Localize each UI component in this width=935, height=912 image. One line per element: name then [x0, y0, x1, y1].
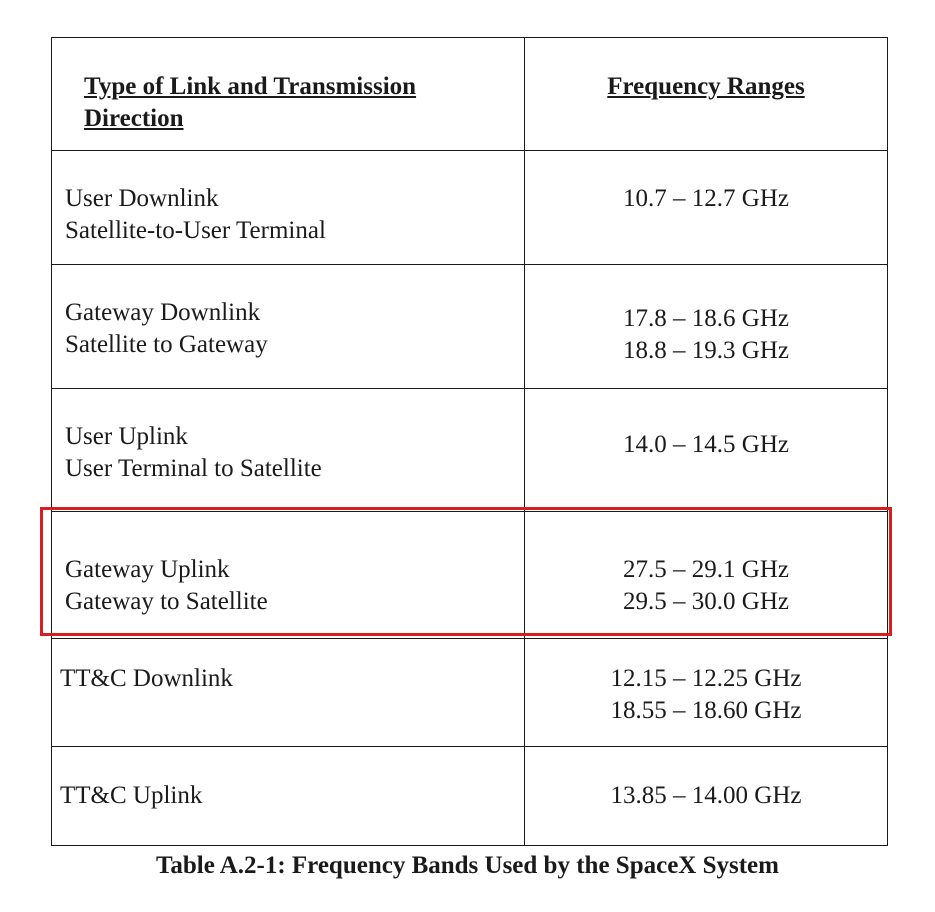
frequency-cell: 17.8 – 18.6 GHz 18.8 – 19.3 GHz: [525, 265, 888, 389]
table-caption: Table A.2-1: Frequency Bands Used by the SpaceX System: [156, 852, 779, 879]
link-type-cell: TT&C Uplink: [52, 747, 525, 846]
frequency-cell: 10.7 – 12.7 GHz: [525, 151, 888, 265]
frequency-cell: 27.5 – 29.1 GHz 29.5 – 30.0 GHz: [525, 512, 888, 639]
header-frequency-ranges: Frequency Ranges: [525, 38, 888, 151]
table-row: [52, 747, 888, 846]
link-type-cell: TT&C Downlink: [52, 639, 525, 747]
table-row-highlighted: [52, 512, 888, 639]
link-type-cell: Gateway Uplink Gateway to Satellite: [52, 512, 525, 639]
link-type-cell: User Downlink Satellite-to-User Terminal: [52, 151, 525, 265]
frequency-cell: 13.85 – 14.00 GHz: [525, 747, 888, 846]
frequency-cell: 12.15 – 12.25 GHz 18.55 – 18.60 GHz: [525, 639, 888, 747]
table-row: [52, 639, 888, 747]
frequency-bands-table: [51, 37, 888, 846]
frequency-cell: 14.0 – 14.5 GHz: [525, 389, 888, 512]
table-header-row: [52, 38, 888, 151]
link-type-cell: Gateway Downlink Satellite to Gateway: [52, 265, 525, 389]
link-type-cell: User Uplink User Terminal to Satellite: [52, 389, 525, 512]
table-row: [52, 265, 888, 389]
table-row: [52, 151, 888, 265]
table-row: [52, 389, 888, 512]
header-type-of-link: Type of Link and Transmission Direction: [52, 38, 525, 151]
